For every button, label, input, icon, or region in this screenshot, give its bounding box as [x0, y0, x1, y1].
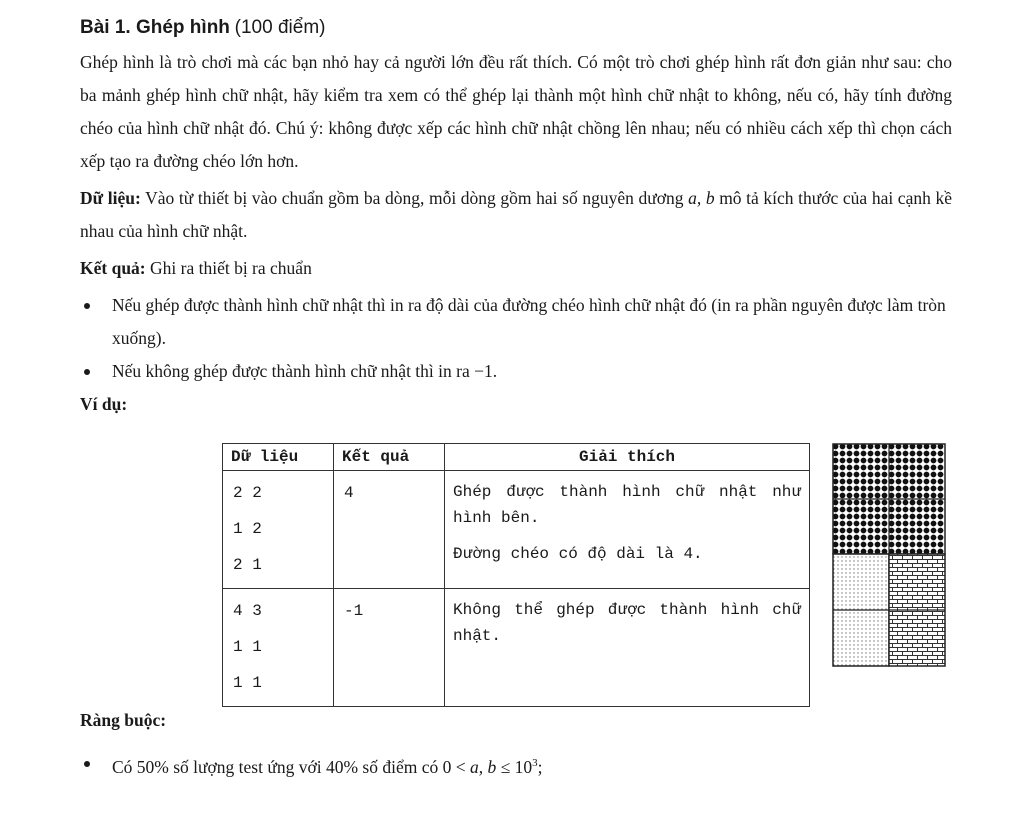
- input-line: 4 3: [233, 602, 262, 620]
- input-text-1: Vào từ thiết bị vào chuẩn gồm ba dòng, mỗi dòng gồm hai số nguyên dương: [140, 188, 689, 208]
- example-label: Ví dụ:: [80, 394, 128, 414]
- example-table: [222, 443, 810, 707]
- puzzle-figure: [832, 443, 946, 672]
- constraint-exp: 3: [532, 757, 538, 769]
- constraint-vars: a, b: [469, 756, 497, 777]
- header-output: Kết quả: [334, 444, 445, 471]
- constraint-item: [80, 747, 952, 784]
- constraint-text-2: ≤ 10: [496, 756, 533, 777]
- constraint-text-1: Có 50% số lượng test ứng với 40% số điểm có 0 <: [112, 756, 470, 777]
- input-line: 2 2: [233, 484, 262, 502]
- output-bullet: Nếu ghép được thành hình chữ nhật thì in ra độ dài của đường chéo hình chữ nhật đó (in ra phần nguyên được làm tròn xuống).: [80, 289, 952, 355]
- explain-text: Ghép được thành hình chữ nhật như hình bên.: [453, 483, 801, 527]
- input-cell: [223, 589, 334, 707]
- constraints-section: [80, 704, 952, 784]
- table-row: [223, 589, 810, 707]
- input-line: 1 1: [233, 638, 262, 656]
- output-text: Ghi ra thiết bị ra chuẩn: [145, 258, 312, 278]
- input-line: 1 1: [233, 674, 262, 692]
- problem-title-bold: Bài 1. Ghép hình: [80, 17, 230, 38]
- problem-intro: Ghép hình là trò chơi mà các bạn nhỏ hay cả người lớn đều rất thích. Có một trò chơi ghép hình rất đơn giản như sau: cho ba mảnh ghép hình chữ nhật, hãy kiểm tra xem có thể ghép lại thành một hình chữ nhật to không, nếu có, hãy tính đường chéo của hình chữ nhật đó. Chú ý: không được xếp các hình chữ nhật chồng lên nhau; nếu có nhiều cách xếp thì chọn cách xếp tạo ra đường chéo lớn hơn.: [80, 52, 952, 171]
- output-cell: [334, 471, 445, 589]
- input-cell: [223, 471, 334, 589]
- input-vars: a, b: [688, 188, 715, 208]
- constraint-text-3: ;: [537, 756, 543, 777]
- problem-statement: [80, 14, 952, 421]
- header-input: Dữ liệu: [223, 444, 334, 471]
- explain-cell: [445, 471, 810, 589]
- constraints-bullets: [80, 747, 952, 784]
- problem-title: [80, 14, 952, 42]
- explain-cell: [445, 589, 810, 707]
- output-bullet: Nếu không ghép được thành hình chữ nhật thì in ra −1.: [80, 355, 952, 388]
- output-cell: [334, 589, 445, 707]
- table-row: [223, 471, 810, 589]
- input-line: 2 1: [233, 556, 262, 574]
- output-value: 4: [344, 484, 354, 502]
- table-header-row: [223, 444, 810, 471]
- problem-points: (100 điểm): [234, 17, 326, 38]
- input-label: Dữ liệu:: [80, 188, 141, 208]
- explain-text: Không thể ghép được thành hình chữ nhật.: [453, 601, 801, 645]
- output-value: -1: [344, 602, 364, 620]
- output-label: Kết quả:: [80, 258, 146, 278]
- puzzle-figure-svg: [832, 443, 946, 667]
- output-bullets: [80, 289, 952, 388]
- input-text-2: mô tả kích thước của hai cạnh kề nhau của hình chữ nhật.: [80, 188, 952, 241]
- output-description: [80, 252, 952, 285]
- input-description: [80, 182, 952, 248]
- explain-text-2: Đường chéo có độ dài là 4.: [453, 545, 703, 563]
- header-explain: Giải thích: [445, 444, 810, 471]
- constraints-label: Ràng buộc:: [80, 710, 167, 730]
- input-line: 1 2: [233, 520, 262, 538]
- example-heading: [80, 388, 952, 421]
- constraints-heading: [80, 704, 952, 737]
